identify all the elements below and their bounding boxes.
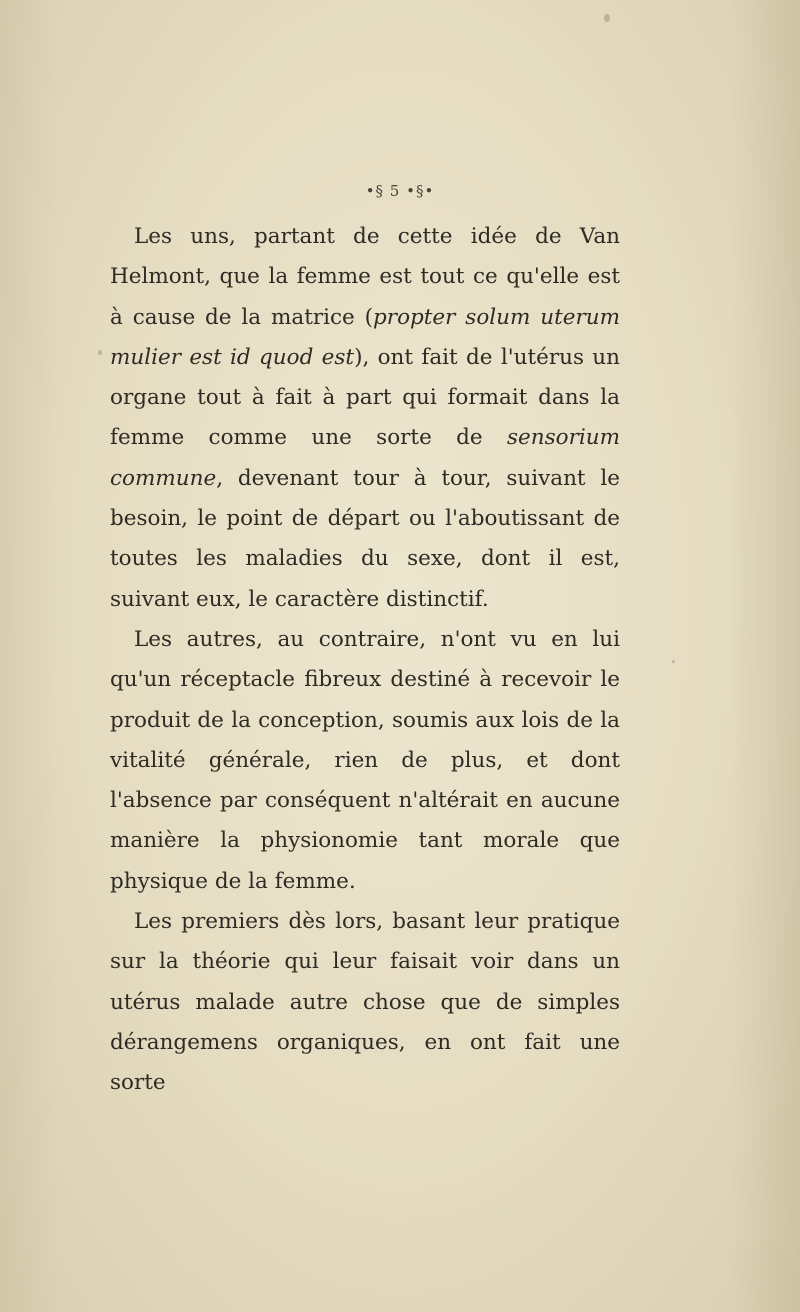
paragraph-1-text-start: Les uns, partant de cette idée de Van Helmont, que la femme est tout ce qu'elle est à cause de la matrice ( [110,224,620,330]
paper-spot [672,660,675,663]
page-number: •§ 5 •§• [365,182,435,200]
paragraph-1-text-middle: ), ont fait de l'utérus un organe tout à fait à part qui formait dans la femme comme une sorte de [110,344,620,451]
paragraph-3: Les premiers dès lors, basant leur pratique sur la théorie qui leur faisait voir dans un utérus malade autre chose que de simples dérangemens organiques, en ont fait une sorte [110,909,620,1096]
paper-spot [98,350,102,355]
latin-term: sensorium commune [110,425,620,491]
latin-quotation: propter solum uterum mulier est id quod est [110,304,620,370]
body-text [110,217,620,1104]
paragraph-1 [110,217,620,620]
paragraph-1-text-end: , devenant tour à tour, suivant le besoin, le point de départ ou l'aboutissant de toutes les maladies du sexe, dont il est, suivant eux, le caractère distinctif. [110,465,620,612]
paragraph-2: Les autres, au contraire, n'ont vu en lui qu'un réceptacle fibreux destiné à recevoir le produit de la conception, soumis aux lois de la vitalité générale, rien de plus, et dont l'absence par conséquent n'altérait en aucune manière la physionomie tant morale que physique de la femme. [110,626,620,894]
paper-spot [604,14,610,22]
